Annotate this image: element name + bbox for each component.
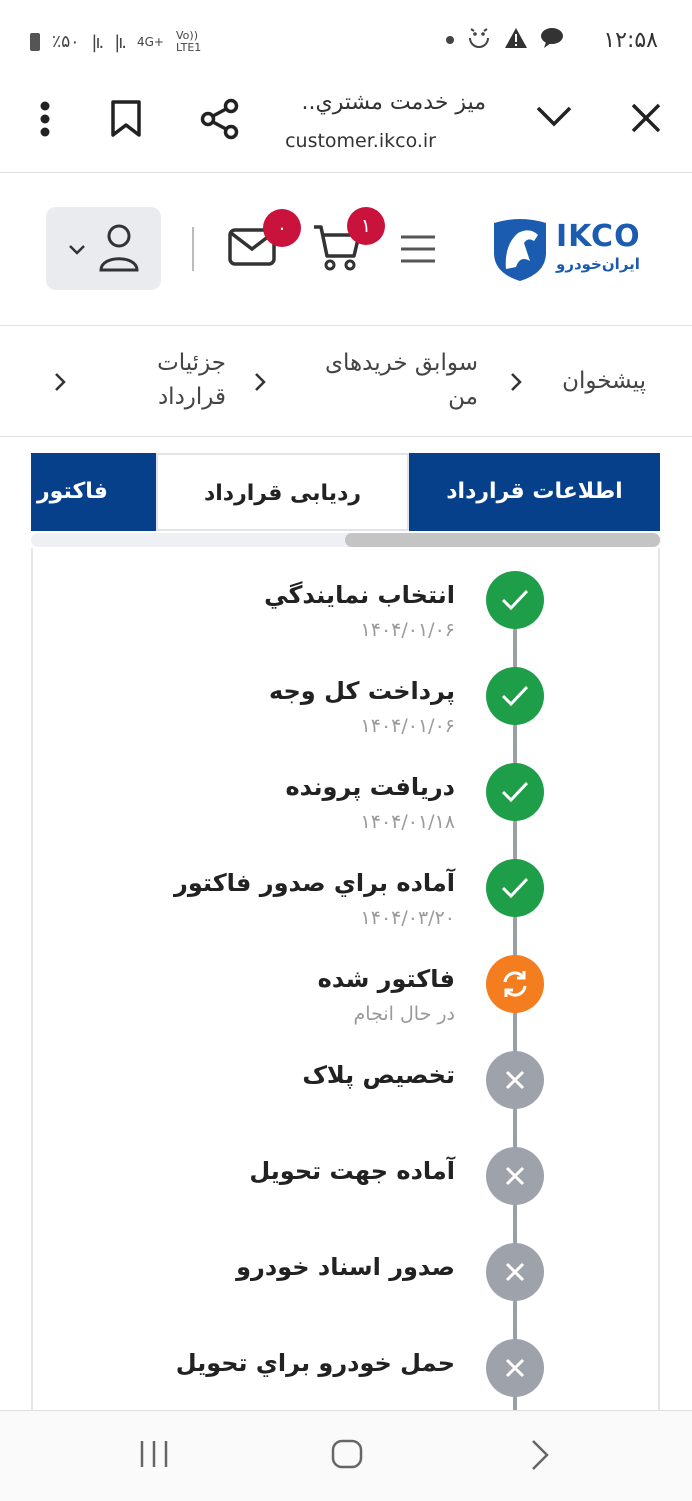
user-icon [98,223,140,277]
horse-logo-icon [490,215,550,283]
close-icon [504,1357,526,1379]
tab-invoice-label: فاكتور [37,479,108,504]
step-date: ۱۴۰۴/۰۱/۱۸ [360,811,455,833]
step-status-circle [486,1339,544,1397]
step-status-circle [486,1051,544,1109]
signal-icon-2: |ı. [114,31,125,53]
close-icon[interactable] [630,102,662,138]
logo-subtext: ایران‌خودرو [556,255,640,273]
mail-badge: ۰ [263,209,301,247]
step-title: آماده جهت تحویل [249,1157,455,1185]
chevron-down-icon[interactable] [535,104,573,134]
step-status-circle [486,859,544,917]
divider [192,227,194,271]
chevron-right-icon [54,372,66,396]
step-status-text: در حال انجام [353,1003,455,1025]
tab-contract-info[interactable]: اطلاعات قرارداد [409,453,660,531]
step-title: صدور اسناد خودرو [236,1253,455,1281]
breadcrumb [0,326,692,437]
step-title: آماده براي صدور فاکتور [174,869,455,897]
close-icon [504,1165,526,1187]
volte-label: Vo)) LTE1 [176,29,202,54]
close-icon [504,1069,526,1091]
recent-apps-icon[interactable] [138,1439,170,1473]
step-title: حمل خودرو براي تحویل [175,1349,455,1377]
face-icon [466,26,492,54]
status-bar [0,0,692,82]
step-status-circle [486,955,544,1013]
check-icon [500,683,530,709]
back-icon[interactable] [530,1438,550,1476]
check-icon [500,587,530,613]
home-icon[interactable] [330,1438,364,1474]
step-title: انتخاب نمايندگي [264,581,455,609]
network-type: 4G+ [137,35,164,49]
signal-icon: |ı. [91,31,103,53]
step-date: ۱۴۰۴/۰۱/۰۶ [360,715,455,737]
cart-badge: ۱ [347,207,385,245]
battery-percent: ٪۵۰ [52,32,80,52]
hamburger-menu-icon[interactable] [400,235,436,267]
step-status-circle [486,571,544,629]
page-title: ميز خدمت مشتري.. [301,90,486,115]
chevron-right-icon [254,372,266,396]
site-header [0,173,692,326]
step-status-circle [486,763,544,821]
step-status-circle [486,667,544,725]
check-icon [500,779,530,805]
tab-invoice[interactable] [31,453,156,531]
bookmark-icon[interactable] [110,100,142,142]
share-icon[interactable] [200,98,240,144]
breadcrumb-item-dashboard[interactable]: پیشخوان [562,368,646,394]
chevron-down-icon [68,241,86,260]
browser-toolbar [0,82,692,173]
step-title: پرداخت کل وجه [268,677,455,705]
chat-bubble-icon [540,27,564,53]
chevron-right-icon [510,372,522,396]
notification-icons [446,26,564,54]
battery-icon [30,33,40,51]
step-title: دریافت پرونده [285,773,455,801]
refresh-icon [499,968,531,1000]
clock: ۱۲:۵۸ [603,28,658,53]
ikco-logo[interactable] [490,213,640,285]
page-url[interactable]: customer.ikco.ir [285,130,436,152]
status-left [30,30,206,54]
android-nav-bar [0,1410,692,1501]
tab-contract-tracking[interactable]: ردیابی قرارداد [156,453,409,531]
breadcrumb-item-purchases[interactable]: سوابق خریدهای من [325,350,478,410]
dot-icon [446,36,454,44]
step-status-circle [486,1243,544,1301]
step-status-circle [486,1147,544,1205]
close-icon [504,1261,526,1283]
user-menu-button[interactable] [46,207,161,290]
warning-icon [504,27,528,53]
check-icon [500,875,530,901]
logo-text: IKCO [556,219,641,254]
more-icon[interactable] [38,100,52,140]
step-title: فاکتور شده [317,965,455,993]
breadcrumb-item-contract-details: جزئیات قرارداد [157,350,226,410]
step-date: ۱۴۰۴/۰۳/۲۰ [360,907,455,929]
tabs-scrollbar-thumb[interactable] [345,533,660,547]
step-date: ۱۴۰۴/۰۱/۰۶ [360,619,455,641]
step-title: تخصیص پلاک [302,1061,455,1089]
